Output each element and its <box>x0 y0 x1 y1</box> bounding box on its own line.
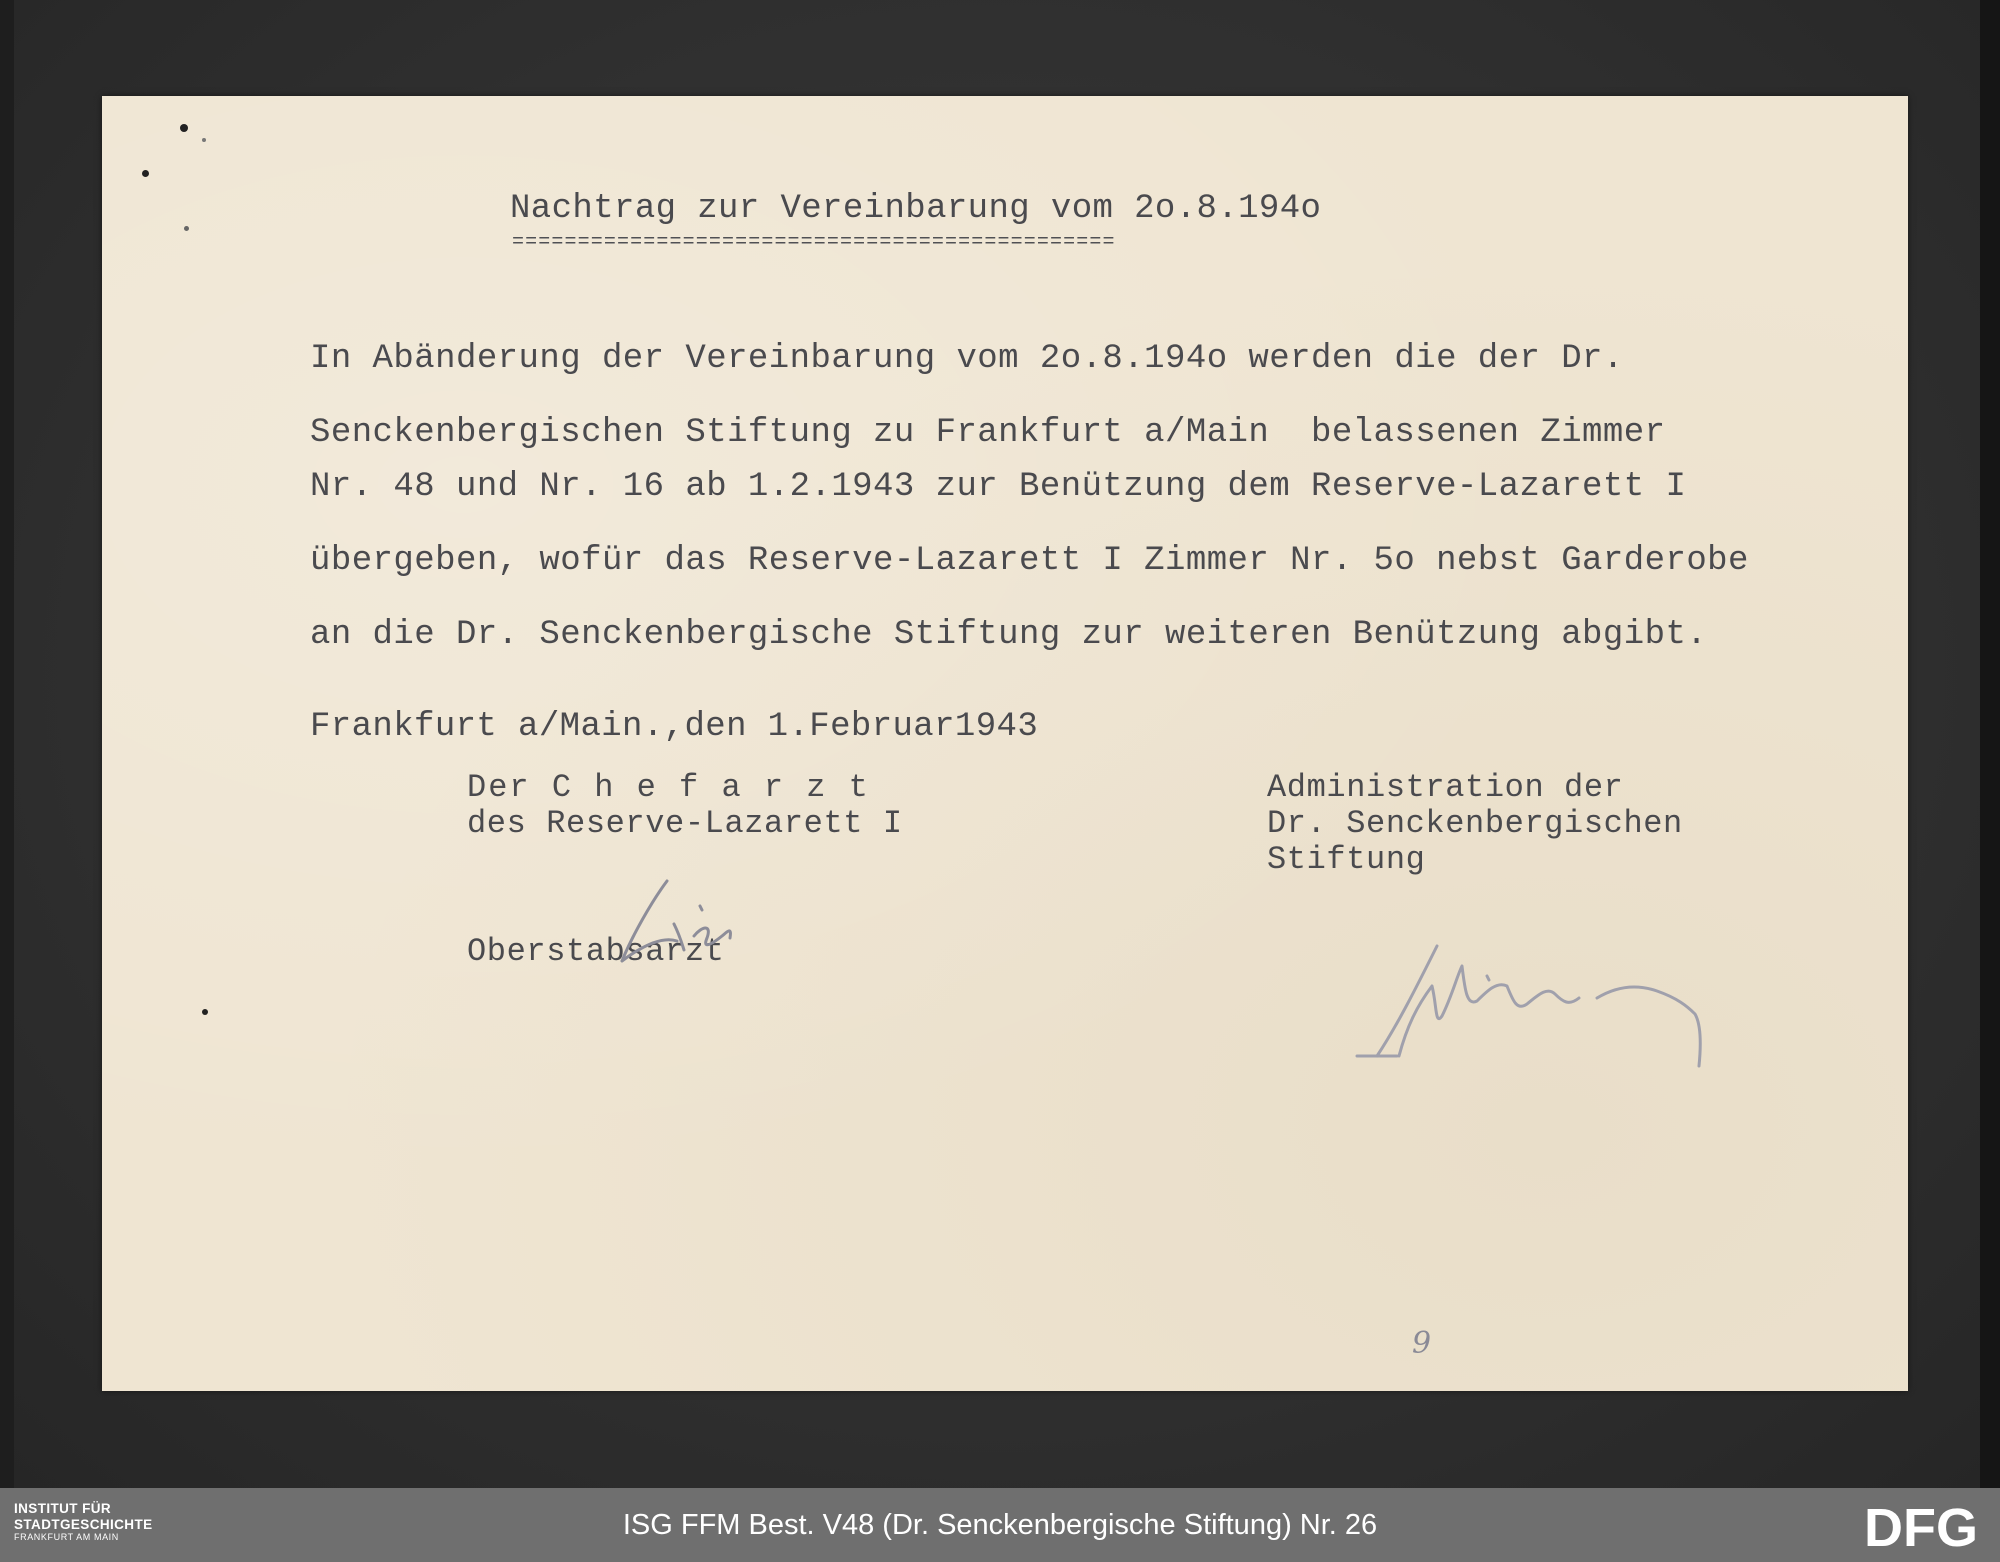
signatory-left-rank: Oberstabsarzt <box>467 933 725 970</box>
institute-logo-line: INSTITUT FÜR <box>14 1501 112 1516</box>
body-line: Senckenbergischen Stiftung zu Frankfurt a/Main belassenen Zimmer <box>310 414 1666 452</box>
punch-mark <box>202 1009 208 1015</box>
mount-edge-right <box>1980 0 2000 1488</box>
title-underline: ============================================== <box>512 231 1116 254</box>
handwritten-signature-left <box>582 866 762 976</box>
institute-logo-line: STADTGESCHICHTE <box>14 1516 153 1532</box>
punch-mark <box>180 124 188 132</box>
body-line: In Abänderung der Vereinbarung vom 2o.8.194o werden die der Dr. <box>310 340 1624 378</box>
document-sheet <box>102 96 1908 1391</box>
punch-mark <box>142 170 149 177</box>
signatory-left-title: Der C h e f a r z t <box>467 769 870 806</box>
place-date: Frankfurt a/Main.,den 1.Februar1943 <box>310 708 1039 746</box>
mount-edge-left <box>0 0 14 1488</box>
punch-mark <box>202 138 206 142</box>
dfg-logo <box>1830 1498 1980 1552</box>
body-line: an die Dr. Senckenbergische Stiftung zur weiteren Benützung abgibt. <box>310 616 1708 654</box>
body-line: Nr. 48 und Nr. 16 ab 1.2.1943 zur Benützung dem Reserve-Lazarett I <box>310 468 1687 506</box>
institute-logo-line: FRANKFURT AM MAIN <box>14 1532 119 1542</box>
body-line: übergeben, wofür das Reserve-Lazarett I Zimmer Nr. 5o nebst Garderobe <box>310 542 1749 580</box>
handwritten-signature-right <box>1337 906 1757 1096</box>
signatory-right-line2: Dr. Senckenbergischen <box>1267 805 1683 842</box>
footer-bar <box>0 1488 2000 1562</box>
punch-mark <box>184 226 189 231</box>
dfg-logo-text: DFG <box>1864 1498 1978 1552</box>
signatory-right-line1: Administration der <box>1267 769 1624 806</box>
page-number: 9 <box>1412 1326 1432 1361</box>
document-title: Nachtrag zur Vereinbarung vom 2o.8.194o <box>510 190 1322 228</box>
archive-caption: ISG FFM Best. V48 (Dr. Senckenbergische Stiftung) Nr. 26 <box>622 1509 1378 1541</box>
signatory-left-unit: des Reserve-Lazarett I <box>467 805 903 842</box>
signatory-right-line3: Stiftung <box>1267 841 1426 878</box>
